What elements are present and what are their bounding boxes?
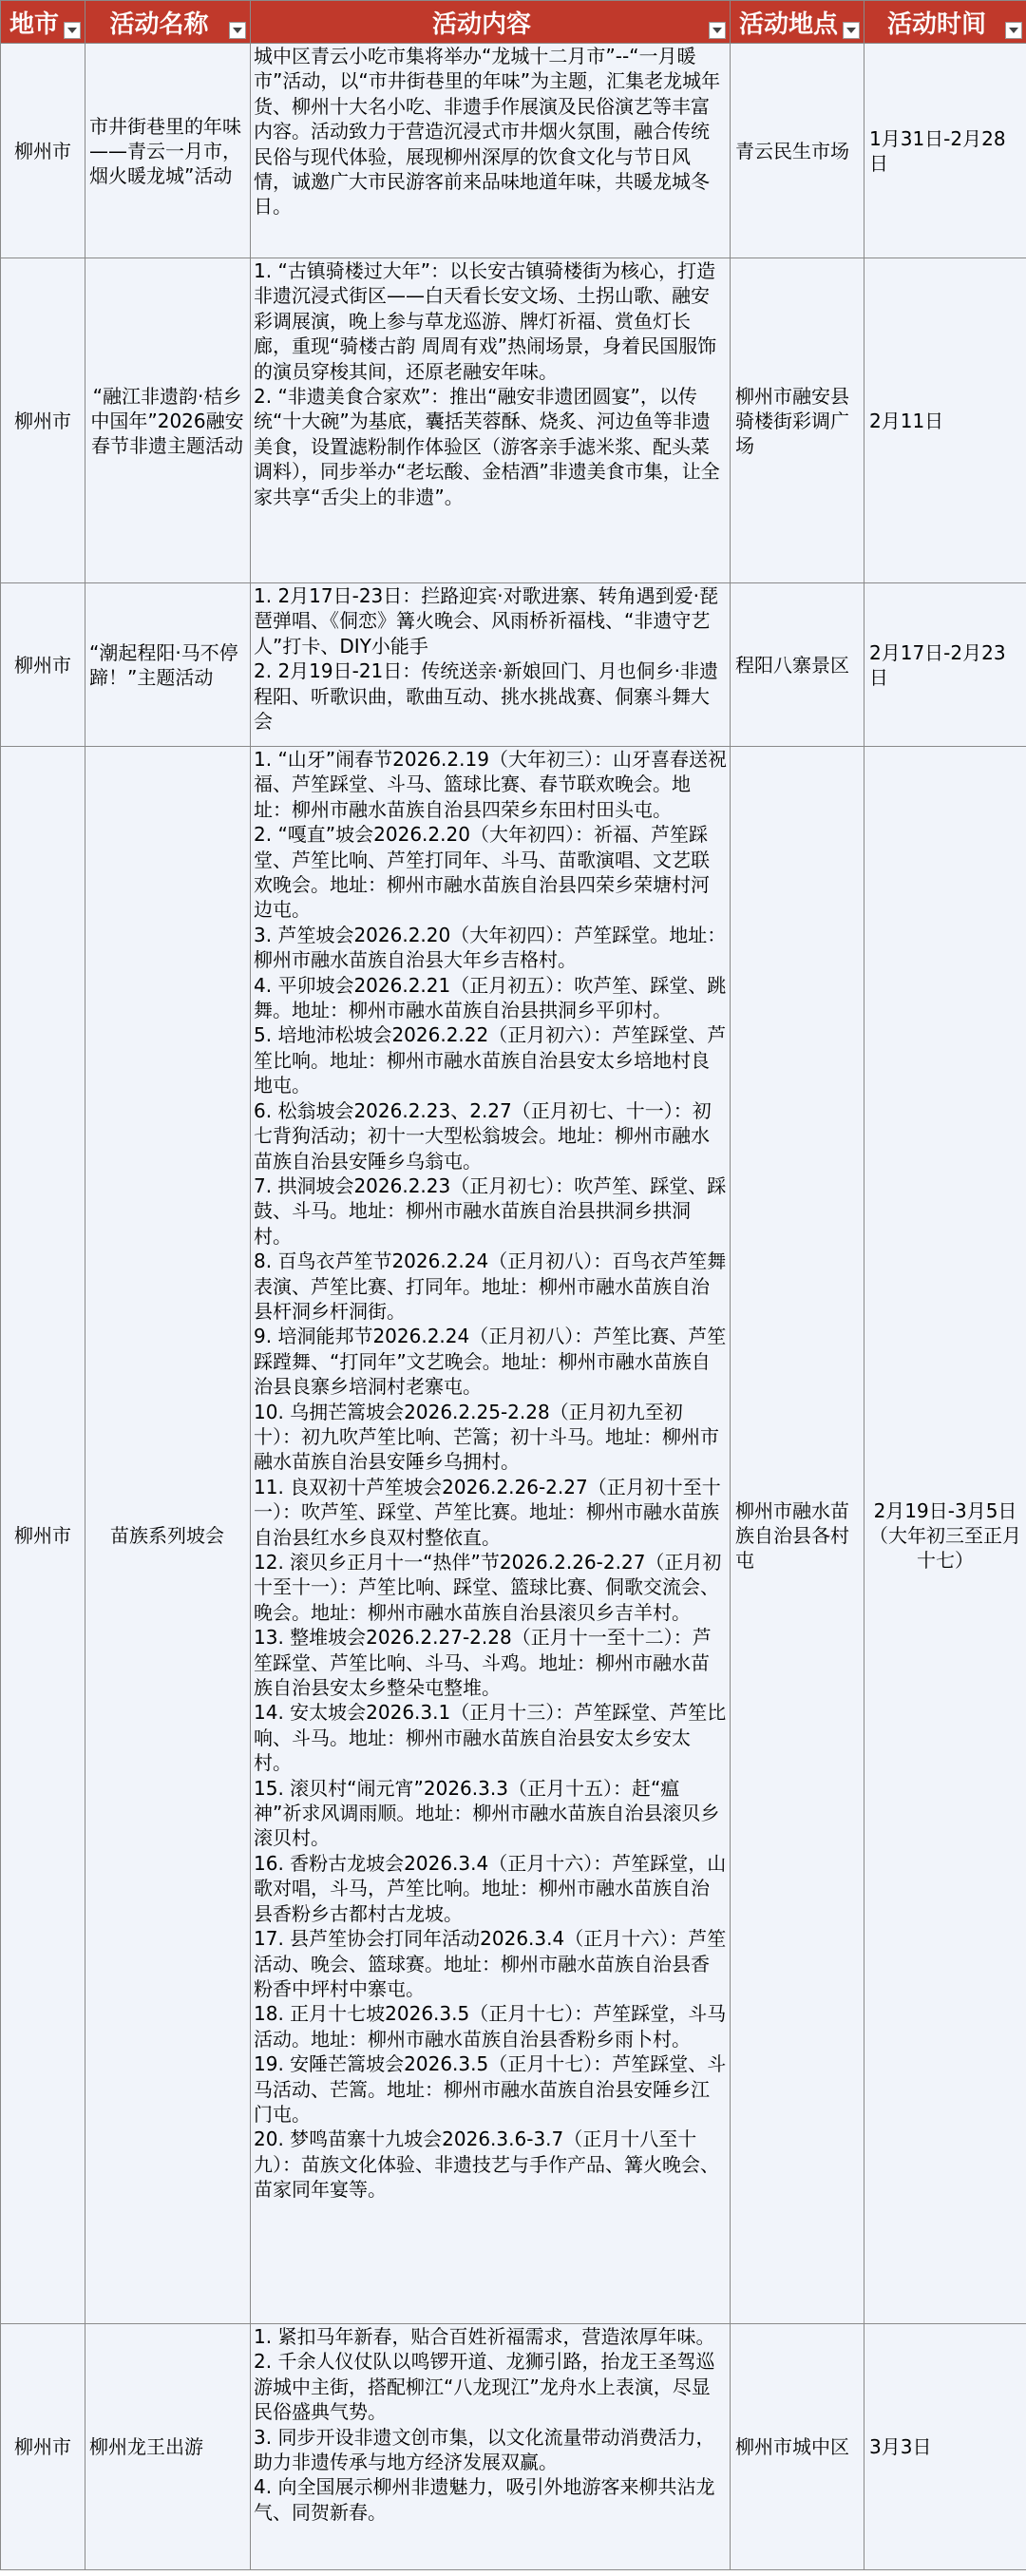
content-text xyxy=(254,258,727,582)
table-row xyxy=(1,44,1026,258)
cell-activity-content[interactable] xyxy=(251,44,731,258)
text-line: 19. 安陲芒篙坡会2026.3.5（正月十七）：芦笙踩堂、斗马活动、芒篙。地址：柳州市融水苗族自治县安陲乡江门屯。 xyxy=(254,2052,727,2126)
text-line: 2. 2月19日-21日：传统送亲·新娘回门、月也侗乡·非遗程阳、听歌识曲，歌曲互动、挑水挑战赛、侗寨斗舞大会 xyxy=(254,659,718,734)
header-location: 活动地点 xyxy=(731,1,864,44)
content-text: 城中区青云小吃市集将举办“龙城十二月市”--“一月暖市”活动，以“市井街巷里的年味”为主题，汇集老龙城年货、柳州十大名小吃、非遗手作展演及民俗演艺等丰富内容。活动致力于营造沉浸式市井烟火氛围，融合传统民俗与现代体验，展现柳州深厚的饮食文化与节日风情，诚邀广大市民游客前来品味地道年味，共暖龙城冬日。 xyxy=(254,45,721,219)
text-line: 1. 紧扣马年新春，贴合百姓祈福需求，营造浓厚年味。 xyxy=(254,2325,715,2348)
cell-location[interactable]: 柳州市融水苗族自治县各村屯 xyxy=(731,747,864,2324)
cell-location[interactable]: 程阳八寨景区 xyxy=(731,583,864,747)
text-line: 7. 拱洞坡会2026.2.23（正月初七）：吹芦笙、踩堂、踩鼓、斗马。地址：柳州市融水苗族自治县拱洞乡拱洞村。 xyxy=(254,1174,727,1248)
text-line: 2. “非遗美食合家欢”：推出“融安非遗团圆宴”，以传统“十大碗”为基底，囊括芙蓉酥、烧炙、河边鱼等非遗美食，设置滤粉制作体验区（游客亲手滤米浆、配头菜调料），同步举办“老坛酸、金桔酒”非遗美食市集，让全家共享“舌尖上的非遗”。 xyxy=(254,385,720,508)
cell-time[interactable]: 2月11日 xyxy=(864,258,1026,583)
text-line: 17. 县芦笙协会打同年活动2026.3.4（正月十六）：芦笙活动、晚会、篮球赛。地址：柳州市融水苗族自治县香粉香中坪村中寨屯。 xyxy=(254,1927,727,2000)
text-line: 11. 良双初十芦笙坡会2026.2.26-2.27（正月初十至十一）：吹芦笙、踩堂、芦笙比赛。地址：柳州市融水苗族自治县红水乡良双村整依直。 xyxy=(254,1475,721,1549)
filter-dropdown-icon[interactable] xyxy=(64,22,81,39)
text-line: 6. 松翁坡会2026.2.23、2.27（正月初七、十一）：初七背狗活动；初十一大型松翁坡会。地址：柳州市融水苗族自治县安陲乡乌翁屯。 xyxy=(254,1098,712,1173)
cell-activity-name[interactable]: “潮起程阳·马不停蹄！”主题活动 xyxy=(86,583,251,747)
content-text xyxy=(254,583,727,745)
cell-city[interactable]: 柳州市 xyxy=(1,44,86,258)
content-text xyxy=(254,2324,727,2568)
filter-dropdown-icon[interactable] xyxy=(229,22,246,39)
table-row xyxy=(1,258,1026,583)
table-row xyxy=(1,583,1026,747)
text-line: 20. 梦鸣苗寨十九坡会2026.3.6-3.7（正月十八至十九）：苗族文化体验、非遗技艺与手作产品、篝火晚会、苗家同年宴等。 xyxy=(254,2128,719,2202)
text-line: 3. 同步开设非遗文创市集，以文化流量带动消费活力，助力非遗传承与地方经济发展双赢。 xyxy=(254,2425,715,2474)
cell-time[interactable] xyxy=(864,747,1026,2324)
table-row xyxy=(1,2324,1026,2570)
text-line: 2. “嘎直”坡会2026.2.20（大年初四）：祈福、芦笙踩堂、芦笙比响、芦笙打同年、斗马、苗歌演唱、文艺联欢晚会。地址：柳州市融水苗族自治县四荣乡荣塘村河边屯。 xyxy=(254,823,710,922)
text-line: 8. 百鸟衣芦笙节2026.2.24（正月初八）：百鸟衣芦笙舞表演、芦笙比赛、打同年。地址：柳州市融水苗族自治县杆洞乡杆洞街。 xyxy=(254,1250,727,1323)
text-line: 1. “古镇骑楼过大年”：以长安古镇骑楼街为核心，打造非遗沉浸式街区——白天看长安文场、土拐山歌、融安彩调展演，晚上参与草龙巡游、牌灯祈福、赏鱼灯长廊，重现“骑楼古韵 周周有戏”热闹场景，身着民国服饰的演员穿梭其间，还原老融安年味。 xyxy=(254,259,717,383)
cell-city[interactable]: 柳州市 xyxy=(1,258,86,583)
table-row xyxy=(1,747,1026,2324)
cell-activity-name[interactable]: 市井街巷里的年味——青云一月市，烟火暖龙城”活动 xyxy=(86,44,251,258)
text-line: 1. 2月17日-23日：拦路迎宾·对歌进寨、转角遇到爱·琵琶弹唱、《侗恋》篝火晚会、风雨桥祈福栈、“非遗守艺人”打卡、DIY小能手 xyxy=(254,584,718,658)
cell-time[interactable]: 3月3日 xyxy=(864,2324,1026,2570)
text-line: 4. 向全国展示柳州非遗魅力，吸引外地游客来柳共沾龙气、同贺新春。 xyxy=(254,2475,715,2524)
header-time: 活动时间 xyxy=(864,1,1026,44)
cell-time[interactable]: 1月31日-2月28日 xyxy=(864,44,1026,258)
text-line: 3. 芦笙坡会2026.2.20（大年初四）：芦笙踩堂。地址：柳州市融水苗族自治县大年乡吉格村。 xyxy=(254,923,727,972)
text-line: 13. 整堆坡会2026.2.27-2.28（正月十一至十二）：芦笙踩堂、芦笙比响、斗马、斗鸡。地址：柳州市融水苗族自治县安太乡整朵屯整堆。 xyxy=(254,1626,712,1700)
text-line: 15. 滚贝村“闹元宵”2026.3.3（正月十五）：赶“瘟神”祈求风调雨顺。地址：柳州市融水苗族自治县滚贝乡滚贝村。 xyxy=(254,1776,720,1850)
text-line: 10. 乌拥芒篙坡会2026.2.25-2.28（正月初九至初十）：初九吹芦笙比响、芒篙；初十斗马。地址：柳州市融水苗族自治县安陲乡乌拥村。 xyxy=(254,1400,719,1474)
text-line: 5. 培地沛松坡会2026.2.22（正月初六）：芦笙踩堂、芦笙比响。地址：柳州市融水苗族自治县安太乡培地村良地屯。 xyxy=(254,1023,727,1097)
cell-city[interactable]: 柳州市 xyxy=(1,747,86,2324)
text-line: 9. 培洞能邦节2026.2.24（正月初八）：芦笙比赛、芦笙踩蹚舞、“打同年”文艺晚会。地址：柳州市融水苗族自治县良寨乡培洞村老寨屯。 xyxy=(254,1325,727,1399)
text-line: 2. 千余人仪仗队以鸣锣开道、龙狮引路，抬龙王圣驾巡游城中主街，搭配柳江“八龙现江”龙舟水上表演，尽显民俗盛典气势。 xyxy=(254,2350,715,2424)
filter-dropdown-icon[interactable] xyxy=(709,22,726,39)
text-line: 16. 香粉古龙坡会2026.3.4（正月十六）：芦笙踩堂，山歌对唱，斗马，芦笙比响。地址：柳州市融水苗族自治县香粉乡古都村古龙坡。 xyxy=(254,1851,727,1925)
text-line: 1. “山牙”闹春节2026.2.19（大年初三）：山牙喜春送祝福、芦笙踩堂、斗马、篮球比赛、春节联欢晚会。地址：柳州市融水苗族自治县四荣乡东田村田头屯。 xyxy=(254,748,727,821)
cell-activity-content[interactable] xyxy=(251,583,731,747)
cell-time[interactable]: 2月17日-2月23日 xyxy=(864,583,1026,747)
cell-city[interactable]: 柳州市 xyxy=(1,583,86,747)
content-text xyxy=(254,747,727,2322)
text-line: 18. 正月十七坡2026.3.5（正月十七）：芦笙踩堂，斗马活动。地址：柳州市融水苗族自治县香粉乡雨卜村。 xyxy=(254,2002,727,2051)
cell-activity-content[interactable] xyxy=(251,2324,731,2570)
cell-activity-name[interactable]: 苗族系列坡会 xyxy=(86,747,251,2324)
cell-activity-content[interactable] xyxy=(251,258,731,583)
cell-activity-name[interactable]: “融江非遗韵·桔乡中国年”2026融安春节非遗主题活动 xyxy=(86,258,251,583)
header-city: 地市 xyxy=(1,1,86,44)
header-row xyxy=(1,1,1026,44)
text-line: 14. 安太坡会2026.3.1（正月十三）：芦笙踩堂、芦笙比响、斗马。地址：柳州市融水苗族自治县安太乡安太村。 xyxy=(254,1701,727,1775)
cell-activity-name[interactable]: 柳州龙王出游 xyxy=(86,2324,251,2570)
cell-location[interactable]: 青云民生市场 xyxy=(731,44,864,258)
cell-location[interactable]: 柳州市城中区 xyxy=(731,2324,864,2570)
cell-city[interactable]: 柳州市 xyxy=(1,2324,86,2570)
header-name: 活动名称 xyxy=(86,1,251,44)
filter-dropdown-icon[interactable] xyxy=(843,22,860,39)
cell-location[interactable]: 柳州市融安县骑楼街彩调广场 xyxy=(731,258,864,583)
text-line: （大年初三至正月十七） xyxy=(869,1523,1021,1572)
header-content: 活动内容 xyxy=(251,1,731,44)
cell-activity-content[interactable] xyxy=(251,747,731,2324)
text-line: 2月19日-3月5日 xyxy=(873,1498,1017,1522)
filter-dropdown-icon[interactable] xyxy=(1005,22,1022,39)
text-line: 12. 滚贝乡正月十一“热伴”节2026.2.26-2.27（正月初十至十一）：芦笙比响、踩堂、篮球比赛、侗歌交流会、晚会。地址：柳州市融水苗族自治县滚贝乡吉羊村。 xyxy=(254,1551,722,1624)
text-line: 4. 平卯坡会2026.2.21（正月初五）：吹芦笙、踩堂、跳舞。地址：柳州市融水苗族自治县拱洞乡平卯村。 xyxy=(254,973,727,1022)
